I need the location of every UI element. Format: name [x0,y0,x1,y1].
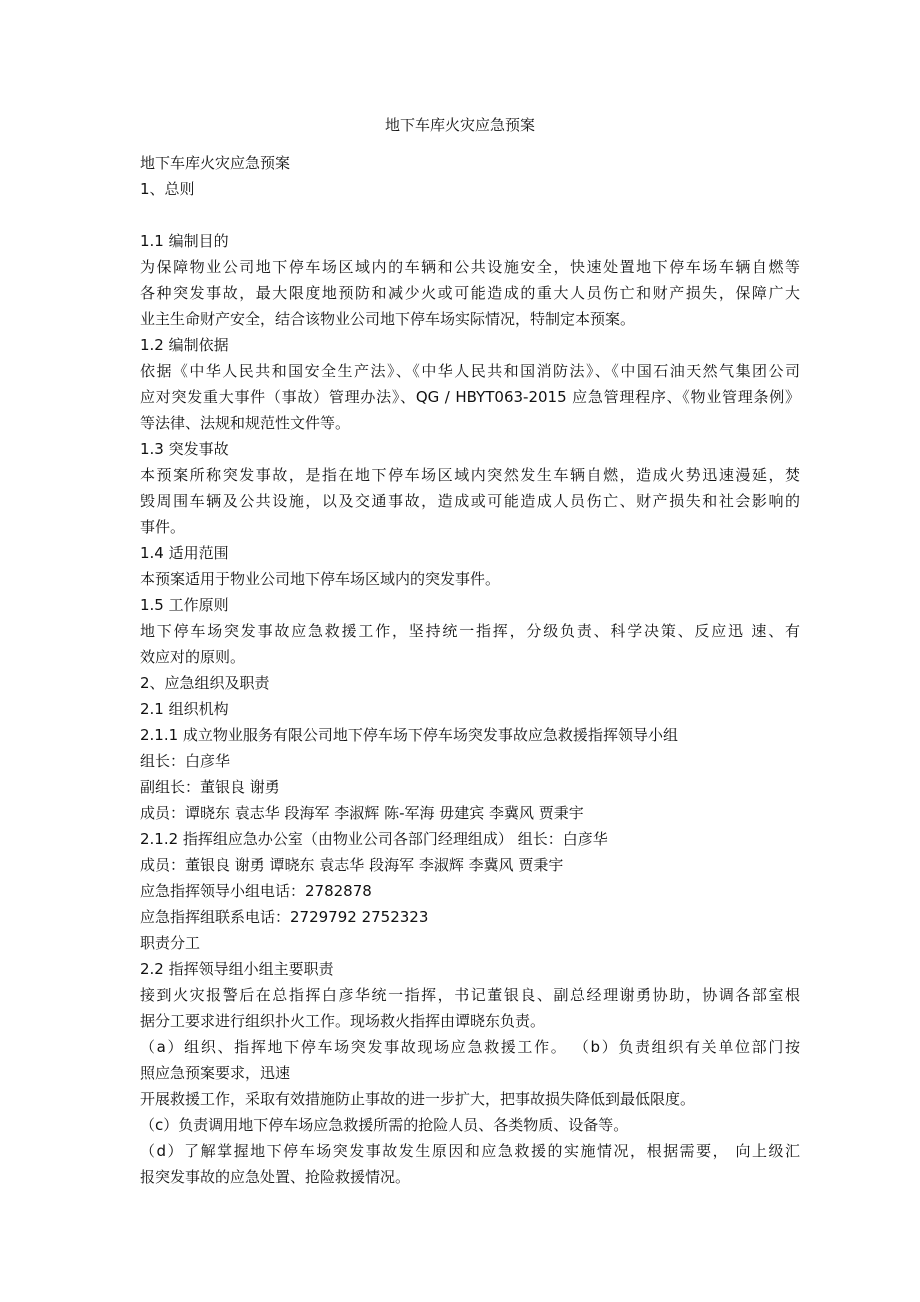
text-line: 开展救援工作，采取有效措施防止事故的进一步扩大，把事故损失降低到最低限度。 [140,1090,696,1108]
document-title: 地下车库火灾应急预案 [384,116,535,134]
text-line: 业主生命财产安全，结合该物业公司地下停车场实际情况，特制定本预案。 [140,310,636,328]
document-body [140,150,800,1190]
text-line: 1.5 工作原则 [140,596,229,614]
text-line: 本预案适用于物业公司地下停车场区域内的突发事件。 [140,570,501,588]
text-line: 2.1.1 成立物业服务有限公司地下停车场下停车场突发事故应急救援指挥领导小组 [140,726,678,744]
text-line: 职责分工 [140,934,201,952]
text-line: 等法律、法规和规范性文件等。 [140,414,351,432]
text-line: 1、总则 [140,180,195,198]
text-line: 事件。 [140,518,186,536]
text-line: 应急指挥组联系电话：2729792 2752323 [140,908,429,926]
text-line: 效应对的原则。 [140,648,246,666]
text-line: 据分工要求进行组织扑火工作。现场救火指挥由谭晓东负责。 [140,1012,546,1030]
text-line: （d）了解掌握地下停车场突发事故发生原因和应急救援的实施情况，根据需要， 向上级汇 [140,1142,800,1160]
text-line: 依据《中华人民共和国安全生产法》、《中华人民共和国消防法》、《中国石油天然气集团公司 [140,362,800,380]
text-line: 组长：白彦华 [140,752,231,770]
text-line: 接到火灾报警后在总指挥白彦华统一指挥，书记董银良、副总经理谢勇协助，协调各部室根 [140,986,800,1004]
text-line: 照应急预案要求，迅速 [140,1064,291,1082]
text-line: 地下停车场突发事故应急救援工作，坚持统一指挥，分级负责、科学决策、反应迅 速、有 [140,622,800,640]
text-line: 各种突发事故，最大限度地预防和减少火或可能造成的重大人员伤亡和财产损失，保障广大 [140,284,800,302]
text-line: 毁周围车辆及公共设施，以及交通事故，造成或可能造成人员伤亡、财产损失和社会影响的 [140,492,800,510]
blank-line [140,202,800,228]
text-line: 为保障物业公司地下停车场区域内的车辆和公共设施安全，快速处置地下停车场车辆自燃等 [140,258,800,276]
text-line: 1.1 编制目的 [140,232,229,250]
text-line: 1.2 编制依据 [140,336,229,354]
text-line: 1.3 突发事故 [140,440,229,458]
text-line: 副组长：董银良 谢勇 [140,778,280,796]
text-line: 2.2 指挥领导组小组主要职责 [140,960,334,978]
text-line: 本预案所称突发事故，是指在地下停车场区域内突然发生车辆自燃，造成火势迅速漫延，焚 [140,466,800,484]
text-line: 1.4 适用范围 [140,544,229,562]
text-line: 2.1.2 指挥组应急办公室（由物业公司各部门经理组成） 组长：白彦华 [140,830,608,848]
text-line: 2.1 组织机构 [140,700,229,718]
text-line: 2、应急组织及职责 [140,674,270,692]
text-line: 应急指挥领导小组电话：2782878 [140,882,372,900]
text-line: 成员：谭晓东 袁志华 段海军 李淑辉 陈-军海 毋建宾 李冀风 贾秉宇 [140,804,584,822]
text-line: 地下车库火灾应急预案 [140,154,291,172]
text-line: 应对突发重大事件（事故）管理办法》、QG / HBYT063-2015 应急管理程序、《物业管理条例》 [140,388,800,406]
text-line: 成员：董银良 谢勇 谭晓东 袁志华 段海军 李淑辉 李冀风 贾秉宇 [140,856,564,874]
text-line: （a）组织、指挥地下停车场突发事故现场应急救援工作。 （b）负责组织有关单位部门按 [140,1038,800,1056]
text-line: 报突发事故的应急处置、抢险救援情况。 [140,1168,411,1186]
text-line: （c）负责调用地下停车场应急救援所需的抢险人员、各类物质、设备等。 [140,1116,629,1134]
